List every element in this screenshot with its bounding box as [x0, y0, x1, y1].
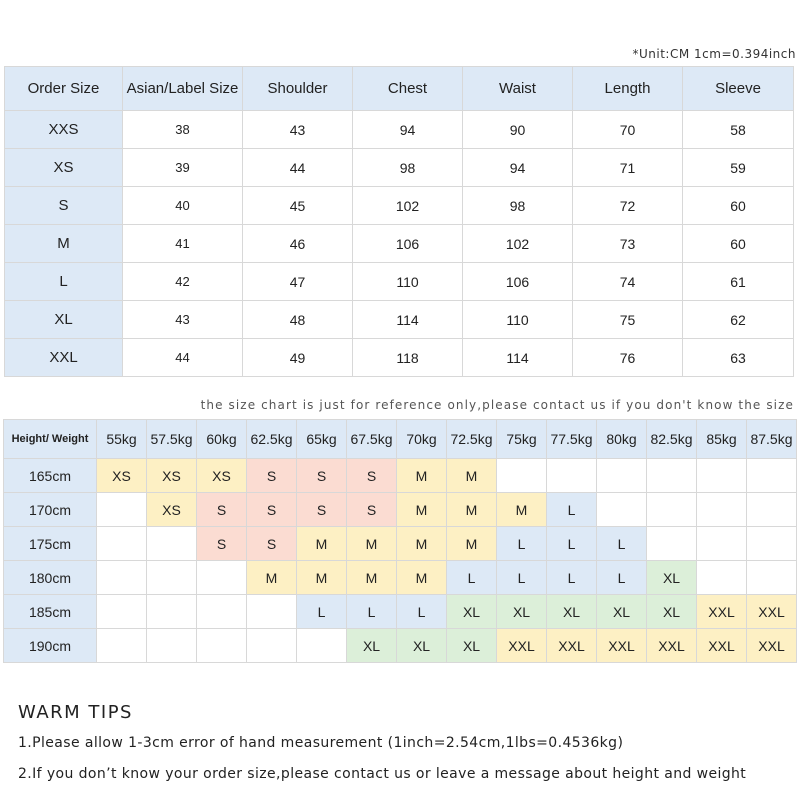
table-row	[5, 187, 794, 225]
size-recommendation-cell	[697, 459, 747, 493]
size-recommendation-cell: M	[397, 493, 447, 527]
weight-header: 75kg	[497, 420, 547, 459]
size-recommendation-cell	[747, 459, 797, 493]
height-label: 190cm	[4, 629, 97, 663]
table-row	[5, 263, 794, 301]
weight-header: 65kg	[297, 420, 347, 459]
measurement-cell: 106	[353, 225, 463, 263]
size-recommendation-cell: L	[497, 527, 547, 561]
weight-header: 80kg	[597, 420, 647, 459]
measurement-cell: 44	[243, 149, 353, 187]
size-recommendation-cell: XXL	[597, 629, 647, 663]
size-recommendation-cell	[247, 629, 297, 663]
measurement-cell: 73	[573, 225, 683, 263]
measurement-cell: 39	[123, 149, 243, 187]
size-recommendation-cell: XXL	[497, 629, 547, 663]
size-recommendation-cell: L	[297, 595, 347, 629]
size-recommendation-cell: XL	[647, 595, 697, 629]
measurement-cell: 62	[683, 301, 794, 339]
table-row	[4, 595, 797, 629]
size-recommendation-cell: S	[297, 459, 347, 493]
size-recommendation-cell: S	[197, 527, 247, 561]
size-recommendation-cell: L	[497, 561, 547, 595]
size-recommendation-cell	[697, 493, 747, 527]
size-recommendation-cell: M	[347, 561, 397, 595]
size-recommendation-cell	[147, 629, 197, 663]
size-recommendation-cell	[497, 459, 547, 493]
size-recommendation-cell: XS	[147, 459, 197, 493]
size-recommendation-cell: XL	[397, 629, 447, 663]
measurement-cell: 47	[243, 263, 353, 301]
measurement-cell: 59	[683, 149, 794, 187]
table-row	[5, 111, 794, 149]
size-recommendation-cell: L	[547, 493, 597, 527]
size-recommendation-cell: XL	[647, 561, 697, 595]
weight-header: 62.5kg	[247, 420, 297, 459]
size-recommendation-cell	[147, 527, 197, 561]
size-recommendation-cell: L	[547, 527, 597, 561]
size-measurement-table	[4, 66, 794, 377]
weight-header: 55kg	[97, 420, 147, 459]
weight-header: 72.5kg	[447, 420, 497, 459]
size-recommendation-cell	[747, 561, 797, 595]
measurement-cell: 114	[463, 339, 573, 377]
size-recommendation-cell: S	[347, 493, 397, 527]
size-recommendation-cell	[97, 493, 147, 527]
table-row	[4, 527, 797, 561]
weight-header: 70kg	[397, 420, 447, 459]
size-recommendation-cell: L	[347, 595, 397, 629]
order-size-cell: XS	[5, 149, 123, 187]
size-recommendation-cell: S	[297, 493, 347, 527]
size-recommendation-cell	[647, 527, 697, 561]
size-recommendation-cell: XS	[197, 459, 247, 493]
measurement-cell: 102	[353, 187, 463, 225]
measurement-cell: 71	[573, 149, 683, 187]
weight-header: 67.5kg	[347, 420, 397, 459]
weight-header: 85kg	[697, 420, 747, 459]
height-label: 180cm	[4, 561, 97, 595]
measurement-cell: 110	[353, 263, 463, 301]
measurement-cell: 94	[463, 149, 573, 187]
weight-header: 82.5kg	[647, 420, 697, 459]
header-waist: Waist	[463, 67, 573, 111]
size-recommendation-cell	[647, 493, 697, 527]
size-recommendation-cell	[147, 561, 197, 595]
size-recommendation-cell: L	[547, 561, 597, 595]
size-recommendation-cell: M	[297, 527, 347, 561]
measurement-cell: 102	[463, 225, 573, 263]
size-recommendation-cell	[597, 493, 647, 527]
measurement-cell: 46	[243, 225, 353, 263]
order-size-cell: M	[5, 225, 123, 263]
header-order-size: Order Size	[5, 67, 123, 111]
measurement-cell: 75	[573, 301, 683, 339]
measurement-cell: 41	[123, 225, 243, 263]
table-row	[5, 149, 794, 187]
size-recommendation-cell: XL	[447, 595, 497, 629]
size-recommendation-cell: XXL	[697, 629, 747, 663]
size-recommendation-cell	[747, 493, 797, 527]
measurement-cell: 38	[123, 111, 243, 149]
header-asian-label-size: Asian/Label Size	[123, 67, 243, 111]
size-recommendation-cell	[197, 595, 247, 629]
measurement-cell: 58	[683, 111, 794, 149]
weight-header: 77.5kg	[547, 420, 597, 459]
size-recommendation-cell	[97, 561, 147, 595]
size-recommendation-cell: S	[247, 493, 297, 527]
measurement-cell: 61	[683, 263, 794, 301]
hw-table-header-row	[4, 420, 797, 459]
reference-note: the size chart is just for reference only,please contact us if you don't know the size	[200, 398, 794, 412]
measurement-cell: 114	[353, 301, 463, 339]
height-label: 185cm	[4, 595, 97, 629]
measurement-cell: 72	[573, 187, 683, 225]
measurement-cell: 44	[123, 339, 243, 377]
size-recommendation-cell	[597, 459, 647, 493]
size-recommendation-cell: XL	[447, 629, 497, 663]
size-recommendation-cell: M	[247, 561, 297, 595]
measurement-cell: 118	[353, 339, 463, 377]
measurement-cell: 60	[683, 187, 794, 225]
measurement-cell: 49	[243, 339, 353, 377]
size-recommendation-cell	[647, 459, 697, 493]
height-label: 175cm	[4, 527, 97, 561]
measurement-cell: 45	[243, 187, 353, 225]
size-recommendation-cell: M	[447, 459, 497, 493]
size-recommendation-cell	[547, 459, 597, 493]
size-recommendation-cell	[197, 561, 247, 595]
order-size-cell: XXL	[5, 339, 123, 377]
table-row	[4, 493, 797, 527]
size-recommendation-cell: S	[247, 459, 297, 493]
hw-corner-label: Height/ Weight	[4, 420, 97, 459]
size-recommendation-cell	[97, 527, 147, 561]
size-recommendation-cell	[297, 629, 347, 663]
size-recommendation-cell: XL	[497, 595, 547, 629]
table-row	[5, 301, 794, 339]
table-row	[4, 629, 797, 663]
measurement-cell: 42	[123, 263, 243, 301]
measurement-cell: 43	[123, 301, 243, 339]
height-weight-table	[3, 419, 797, 663]
measurement-cell: 48	[243, 301, 353, 339]
weight-header: 57.5kg	[147, 420, 197, 459]
warm-tip-1: 1.Please allow 1-3cm error of hand measurement (1inch=2.54cm,1lbs=0.4536kg)	[18, 735, 624, 751]
size-recommendation-cell: M	[397, 527, 447, 561]
size-recommendation-cell: XXL	[747, 629, 797, 663]
size-recommendation-cell: L	[597, 561, 647, 595]
size-recommendation-cell	[147, 595, 197, 629]
table-row	[5, 339, 794, 377]
order-size-cell: XL	[5, 301, 123, 339]
measurement-cell: 60	[683, 225, 794, 263]
size-recommendation-cell	[97, 629, 147, 663]
size-recommendation-cell: M	[447, 527, 497, 561]
height-label: 170cm	[4, 493, 97, 527]
size-table-header-row	[5, 67, 794, 111]
measurement-cell: 43	[243, 111, 353, 149]
warm-tip-2: 2.If you don’t know your order size,please contact us or leave a message about height and weight	[18, 766, 747, 782]
size-recommendation-cell: XL	[347, 629, 397, 663]
measurement-cell: 94	[353, 111, 463, 149]
size-recommendation-cell: XXL	[747, 595, 797, 629]
size-recommendation-cell	[197, 629, 247, 663]
size-recommendation-cell	[697, 527, 747, 561]
size-recommendation-cell: M	[397, 459, 447, 493]
size-recommendation-cell: XL	[597, 595, 647, 629]
size-recommendation-cell: S	[247, 527, 297, 561]
size-recommendation-cell	[697, 561, 747, 595]
measurement-cell: 98	[463, 187, 573, 225]
measurement-cell: 40	[123, 187, 243, 225]
header-length: Length	[573, 67, 683, 111]
header-sleeve: Sleeve	[683, 67, 794, 111]
measurement-cell: 110	[463, 301, 573, 339]
size-recommendation-cell: XXL	[647, 629, 697, 663]
measurement-cell: 74	[573, 263, 683, 301]
measurement-cell: 98	[353, 149, 463, 187]
table-row	[4, 459, 797, 493]
measurement-cell: 70	[573, 111, 683, 149]
order-size-cell: XXS	[5, 111, 123, 149]
size-recommendation-cell	[747, 527, 797, 561]
measurement-cell: 90	[463, 111, 573, 149]
size-recommendation-cell: S	[347, 459, 397, 493]
size-recommendation-cell: M	[497, 493, 547, 527]
size-recommendation-cell: L	[397, 595, 447, 629]
size-recommendation-cell: XS	[147, 493, 197, 527]
size-recommendation-cell: XL	[547, 595, 597, 629]
order-size-cell: S	[5, 187, 123, 225]
measurement-cell: 76	[573, 339, 683, 377]
size-recommendation-cell: M	[347, 527, 397, 561]
table-row	[5, 225, 794, 263]
unit-note: *Unit:CM 1cm=0.394inch	[632, 47, 796, 61]
size-recommendation-cell	[247, 595, 297, 629]
order-size-cell: L	[5, 263, 123, 301]
header-shoulder: Shoulder	[243, 67, 353, 111]
size-recommendation-cell	[97, 595, 147, 629]
table-row	[4, 561, 797, 595]
size-recommendation-cell: XS	[97, 459, 147, 493]
size-recommendation-cell: XXL	[547, 629, 597, 663]
size-recommendation-cell: M	[297, 561, 347, 595]
size-recommendation-cell: XXL	[697, 595, 747, 629]
height-label: 165cm	[4, 459, 97, 493]
weight-header: 60kg	[197, 420, 247, 459]
size-recommendation-cell: M	[447, 493, 497, 527]
size-recommendation-cell: L	[597, 527, 647, 561]
measurement-cell: 63	[683, 339, 794, 377]
warm-tips-title: WARM TIPS	[18, 702, 133, 723]
size-recommendation-cell: M	[397, 561, 447, 595]
header-chest: Chest	[353, 67, 463, 111]
size-recommendation-cell: L	[447, 561, 497, 595]
weight-header: 87.5kg	[747, 420, 797, 459]
measurement-cell: 106	[463, 263, 573, 301]
size-recommendation-cell: S	[197, 493, 247, 527]
